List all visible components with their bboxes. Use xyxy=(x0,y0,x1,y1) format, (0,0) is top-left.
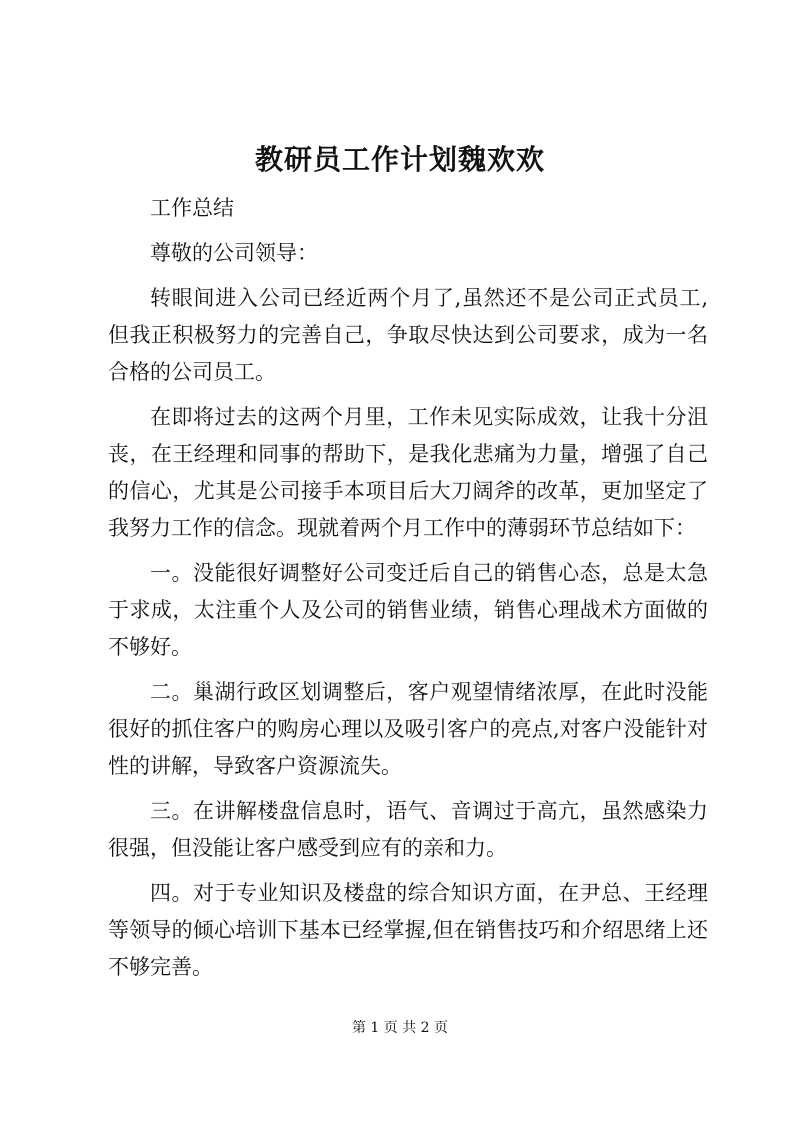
paragraph-point-2: 二。巢湖行政区划调整后，客户观望情绪浓厚，在此时没能很好的抓住客户的购房心理以及吸引客户的亮点,对客户没能针对性的讲解，导致客户资源流失。 xyxy=(108,680,708,778)
paragraph-point-3: 三。在讲解楼盘信息时，语气、音调过于高亢，虽然感染力很强，但没能让客户感受到应有的亲和力。 xyxy=(108,799,708,860)
page-number-footer: 第 1 页 共 2 页 xyxy=(351,1020,449,1036)
paragraph-reflection: 在即将过去的这两个月里，工作未见实际成效，让我十分沮丧，在王经理和同事的帮助下，是我化悲痛为力量，增强了自己的信心，尤其是公司接手本项目后大刀阔斧的改革，更加坚定了我努力工作的信念。现就着两个月工作中的薄弱环节总结如下： xyxy=(108,405,708,540)
paragraph-point-1: 一。没能很好调整好公司变迁后自己的销售心态，总是太急于求成，太注重个人及公司的销售业绩，销售心理战术方面做的不够好。 xyxy=(108,561,708,659)
document-body xyxy=(108,190,708,994)
paragraph-salutation: 尊敬的公司领导： xyxy=(150,241,318,265)
document-title: 教研员工作计划魏欢欢 xyxy=(254,143,545,176)
paragraph-point-4: 四。对于专业知识及楼盘的综合知识方面，在尹总、王经理等领导的倾心培训下基本已经掌握,但在销售技巧和介绍思绪上还不够完善。 xyxy=(108,881,708,979)
paragraph-heading: 工作总结 xyxy=(150,196,234,220)
paragraph-intro: 转眼间进入公司已经近两个月了,虽然还不是公司正式员工,但我正积极努力的完善自己，争取尽快达到公司要求，成为一名合格的公司员工。 xyxy=(108,286,708,384)
